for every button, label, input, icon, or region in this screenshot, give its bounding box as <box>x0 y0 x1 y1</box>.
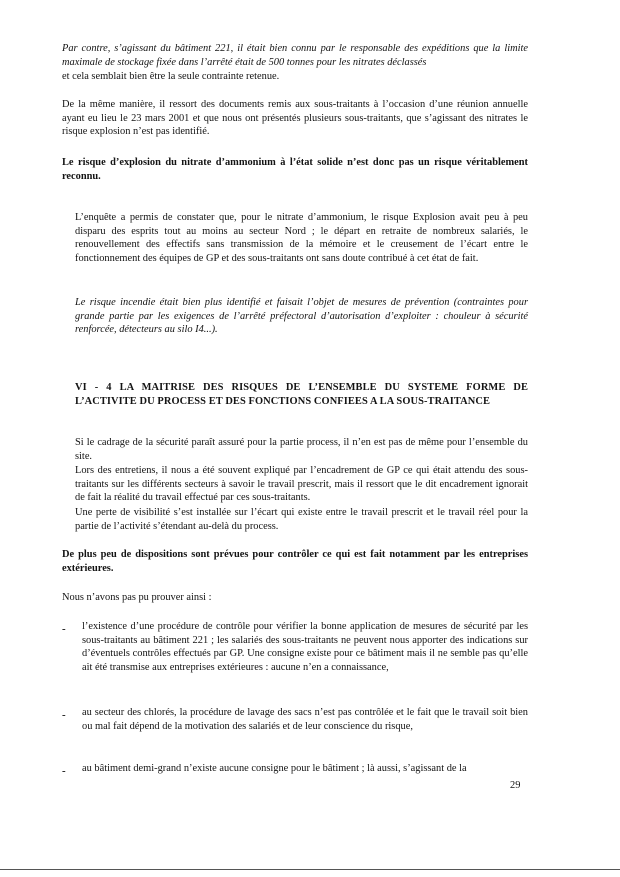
bullet-marker: - <box>62 709 66 721</box>
list-item-chlorinated-sector: au secteur des chlorés, la procédure de lavage des sacs n’est pas contrôlée et le fait que le travail soit bien ou mal fait dépend de la motivation des salariés et de leur conscience du risque, <box>82 707 528 732</box>
section-heading-vi-4: VI - 4 LA MAITRISE DES RISQUES DE L’ENSEMBLE DU SYSTEME FORME DE L’ACTIVITE DU PROCESS ET DES FONCTIONS CONFIEES A LA SOUS-TRAITANCE <box>75 382 528 407</box>
paragraph-fire-risk: Le risque incendie était bien plus identifié et faisait l’objet de mesures de prévention (contraintes pour grande partie par les exigences de l’arrêté préfectoral d’autorisation d’exploiter : chouleur à sécurité renforcée, détecteurs au silo I4...). <box>75 297 528 336</box>
paragraph-explosion-risk-conclusion: Le risque d’explosion du nitrate d’ammonium à l’état solide n’est donc pas un risque véritablement reconnu. <box>62 157 528 182</box>
page-number: 29 <box>510 780 521 791</box>
page-bottom-rule <box>0 869 620 870</box>
bullet-marker: - <box>62 623 66 635</box>
paragraph-visibility-loss: Une perte de visibilité s’est installée sur l’écart qui existe entre le travail prescrit et le travail réel pour la partie de l’activité s’étendant au-delà du process. <box>75 507 528 532</box>
bullet-marker: - <box>62 765 66 777</box>
paragraph-subcontractor-documents: De la même manière, il ressort des documents remis aux sous-traitants à l’occasion d’une réunion annuelle ayant eu lieu le 23 mars 2001 et que nous ont présentés plusieurs sous-traitants, que s’agissant des nitrates le risque explosion n’est pas identifié. <box>62 99 528 138</box>
paragraph-building-221-tail: et cela semblait bien être la seule contrainte retenue. <box>62 71 280 82</box>
paragraph-safety-framework: Si le cadrage de la sécurité paraît assuré pour la partie process, il n’en est pas de même pour l’ensemble du site. <box>75 437 528 462</box>
paragraph-building-221: Par contre, s’agissant du bâtiment 221, il était bien connu par le responsable des expéditions que la limite maximale de stockage fixée dans l’arrêté était de 500 tonnes pour les nitrates déclassés <box>62 43 528 68</box>
paragraph-investigation: L’enquête a permis de constater que, pour le nitrate d’ammonium, le risque Explosion avait peu à peu disparu des esprits tout au moins au secteur Nord ; le départ en retraite de nombreux salariés, le renouvellement des effectifs sans transmission de la mémoire et le creusement de l’écart entre le fonctionnement des équipes de GP et des sous-traitants ont sans doute contribué à cet état de fait. <box>75 212 528 264</box>
paragraph-could-not-prove: Nous n’avons pas pu prouver ainsi : <box>62 592 212 603</box>
paragraph-interviews: Lors des entretiens, il nous a été souvent expliqué par l’encadrement de GP ce qui était attendu des sous-traitants sur les différents secteurs à savoir le travail prescrit, mais il ressort que le dit encadrement ignorait de fait la réalité du travail effectué par ces sous-traitants. <box>75 465 528 504</box>
paragraph-control-measures: De plus peu de dispositions sont prévues pour contrôler ce qui est fait notamment par les entreprises extérieures. <box>62 549 528 574</box>
list-item-control-procedure: l’existence d’une procédure de contrôle pour vérifier la bonne application de mesures de sécurité par les sous-traitants au bâtiment 221 ; les salariés des sous-traitants ne peuvent nous apporter des indications sur d’éventuels contrôles effectués par GP. Une consigne existe pour ce bâtiment mais il ne semble pas qu’elle ait été transmise aux entreprises extérieures : aucune n’en a connaissance, <box>82 621 528 673</box>
list-item-demi-grand-building: au bâtiment demi-grand n’existe aucune consigne pour le bâtiment ; là aussi, s’agissant de la <box>82 763 467 774</box>
